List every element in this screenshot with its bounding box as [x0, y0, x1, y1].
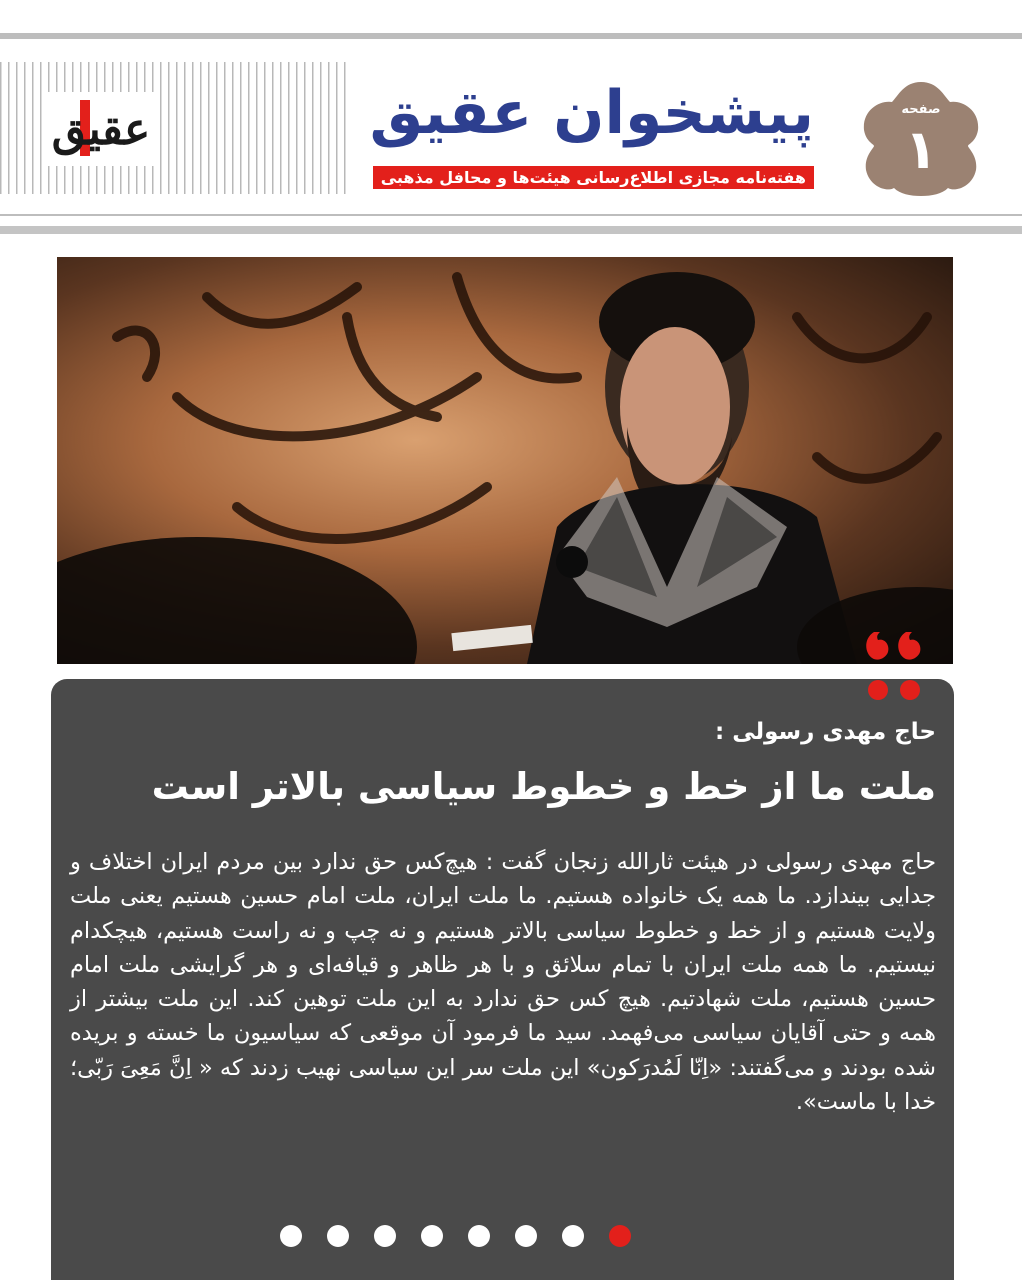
- article-headline: ملت ما از خط و خطوط سیاسی بالاتر است: [151, 765, 936, 808]
- page-badge: [858, 78, 984, 198]
- carousel-dot-6[interactable]: [374, 1225, 396, 1247]
- article-body: حاج مهدی رسولی در هیئت ثارالله زنجان گفت : هیچ‌کس حق ندارد بین مردم ایران اختلاف و جدایی بیندازد. ما همه یک خانواده هستیم. ما ملت ایران، ملت امام حسین هستیم یعنی ملت ولایت هستیم و از خط و خطوط سیاسی بالاتر هستیم و نه چپ و نه راست هستیم، هیچکدام نیستیم. ما همه ملت ایران با تمام سلائق و با هر ظاهر و قیافه‌ای و هر گرایشی ملت امام حسین هستیم، ملت شهادتیم. هیچ کس حق ندارد به این ملت توهین کند. این ملت بیشتر از همه و حتی آقایان سیاسی می‌فهمد. سید ما فرمود آن موقعی که سیاسیون ما خسته و بریده شده بودند و می‌گفتند: «اِنّا لَمُدرَکون» این ملت سر این سیاسی نهیب زدند که « اِنَّ مَعِیَ رَبّی؛ خدا با ماست».: [70, 849, 936, 1116]
- carousel-dot-7[interactable]: [327, 1225, 349, 1247]
- quote-icon: [862, 628, 932, 708]
- masthead: [0, 40, 1022, 215]
- article-photo: [57, 257, 953, 664]
- bottom-rule-thin: [0, 214, 1022, 216]
- carousel-pagination: [280, 1224, 631, 1248]
- aqiq-logo: [46, 92, 156, 166]
- logo-text: عقیق: [51, 103, 151, 155]
- page-number: ۱: [904, 118, 938, 181]
- publication-title: پیشخوان عقیق: [369, 78, 814, 148]
- carousel-dot-8[interactable]: [280, 1225, 302, 1247]
- photo-icon: [57, 257, 953, 664]
- carousel-dot-1[interactable]: [609, 1225, 631, 1247]
- publication-subtitle: هفته‌نامه مجازی اطلاع‌رسانی هیئت‌ها و محافل مذهبی: [373, 166, 814, 189]
- carousel-dot-3[interactable]: [515, 1225, 537, 1247]
- bottom-rule: [0, 226, 1022, 234]
- top-rule: [0, 33, 1022, 39]
- page-label: صفحه: [901, 102, 941, 117]
- carousel-dot-4[interactable]: [468, 1225, 490, 1247]
- carousel-dot-5[interactable]: [421, 1225, 443, 1247]
- carousel-dot-2[interactable]: [562, 1225, 584, 1247]
- article-card: [51, 679, 954, 1280]
- speaker-name: حاج مهدی رسولی :: [715, 719, 936, 745]
